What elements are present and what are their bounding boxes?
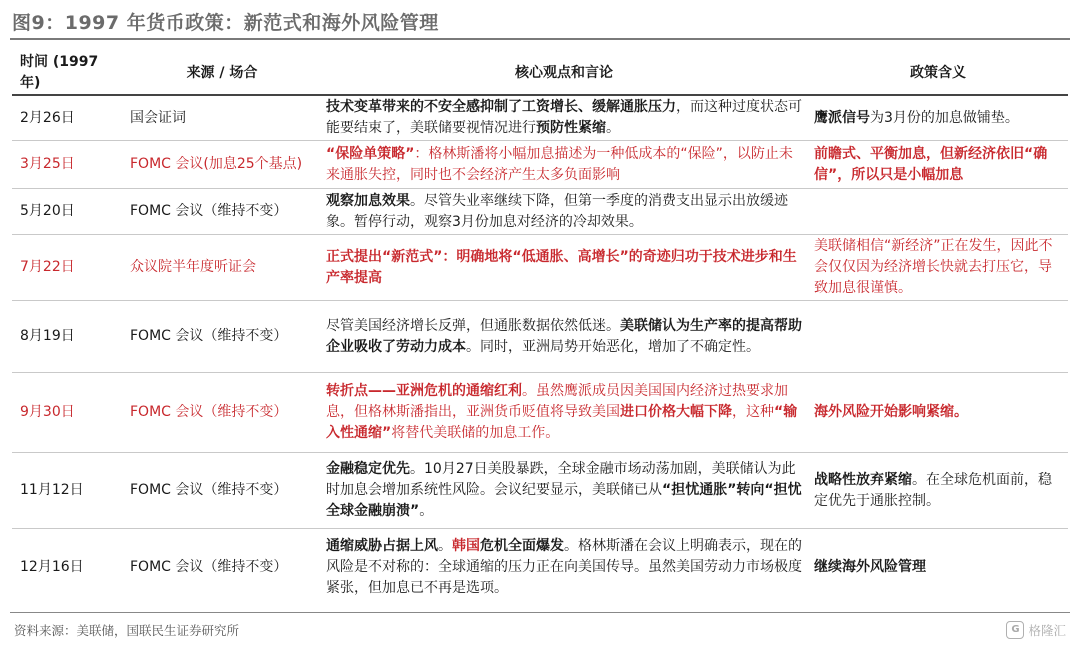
row-date: 9月30日 bbox=[12, 373, 124, 453]
text-segment: 预防性紧缩 bbox=[536, 120, 606, 136]
bottom-divider bbox=[10, 612, 1070, 613]
text-segment: 金融稳定优先 bbox=[326, 461, 410, 477]
table-row bbox=[12, 95, 1068, 141]
row-implication bbox=[808, 141, 1068, 189]
text-segment: 前瞻式、平衡加息，但新经济依旧“确信”，所以只是小幅加息 bbox=[814, 145, 1048, 183]
row-view bbox=[320, 189, 808, 235]
row-view bbox=[320, 373, 808, 453]
source-note: 资料来源：美联储，国联民生证券研究所 bbox=[14, 623, 240, 638]
text-segment: 。 bbox=[438, 538, 452, 555]
text-segment: “保险单策略” bbox=[326, 145, 415, 162]
row-source: 国会证词 bbox=[130, 109, 186, 126]
text-segment: “输入性通缩” bbox=[326, 404, 798, 441]
text-segment: 战略性放弃紧缩 bbox=[814, 471, 912, 488]
row-date: 12月16日 bbox=[12, 529, 124, 607]
header-source: 来源 / 场合 bbox=[124, 52, 320, 95]
row-view bbox=[320, 529, 808, 607]
row-date: 8月19日 bbox=[12, 301, 124, 373]
row-implication bbox=[808, 529, 1068, 607]
text-segment: ：格林斯潘将小幅加息描述为一种低成本的“保险”，以防止未来通胀失控，同时也不会经济产生太多负面影响 bbox=[326, 145, 793, 183]
text-segment: 。格林斯潘在会议上明确表示，现在的风险是不对称的：全球通缩的压力正在向美国传导。虽然美国劳动力市场极度紧张，但加息已不再是选项。 bbox=[326, 538, 802, 597]
table-row bbox=[12, 529, 1068, 607]
row-implication bbox=[808, 373, 1068, 453]
text-segment: 。同时，亚洲局势开始恶化，增加了不确定性。 bbox=[466, 338, 760, 355]
text-segment: 。10月27日美股暴跌，全球金融市场动荡加剧，美联储认为此时加息会增加系统性风险。会议纪要显示，美联储已从 bbox=[326, 461, 796, 498]
text-segment: 海外风险开始影响紧缩。 bbox=[814, 404, 968, 420]
row-view bbox=[320, 301, 808, 373]
row-source: 众议院半年度听证会 bbox=[124, 235, 320, 301]
row-implication bbox=[808, 189, 1068, 235]
row-view bbox=[320, 95, 808, 141]
text-segment: 尽管美国经济增长反弹，但通胀数据依然低迷。 bbox=[326, 317, 620, 334]
watermark-logo-icon: G bbox=[1006, 621, 1024, 639]
table-row bbox=[12, 189, 1068, 235]
text-segment: ，而这种过度状态可能要结束了，美联储要视情况进行 bbox=[326, 99, 802, 136]
row-implication bbox=[808, 453, 1068, 529]
watermark-text: 格隆汇 bbox=[1028, 623, 1066, 638]
text-segment: 。尽管失业率继续下降，但第一季度的消费支出显示出放缓迹象。暂停行动，观察3月份加息对经济的冷却效果。 bbox=[326, 192, 788, 230]
text-segment: 。在全球危机面前，稳定优先于通胀控制。 bbox=[814, 471, 1052, 509]
header-implication: 政策含义 bbox=[808, 52, 1068, 95]
row-source: FOMC 会议（维持不变） bbox=[124, 453, 320, 529]
header-view: 核心观点和言论 bbox=[320, 52, 808, 95]
text-segment: 。 bbox=[606, 120, 620, 136]
figure-title: 图9：1997 年货币政策：新范式和海外风险管理 bbox=[12, 12, 439, 34]
text-segment: 韩国 bbox=[452, 538, 480, 555]
row-implication bbox=[808, 95, 1068, 141]
text-segment: 继续海外风险管理 bbox=[814, 559, 926, 576]
text-segment: 正式提出“新范式”：明确地将“低通胀、高增长”的奇迹归功于技术进步和生产率提高 bbox=[326, 248, 797, 286]
row-source: FOMC 会议（维持不变） bbox=[124, 189, 320, 235]
text-segment: 为3月份的加息做铺垫。 bbox=[870, 109, 1019, 126]
text-segment: 观察加息效果 bbox=[326, 192, 410, 209]
table-header-row bbox=[12, 52, 1068, 95]
title-divider bbox=[10, 38, 1070, 40]
text-segment: 美联储相信“新经济”正在发生，因此不会仅仅因为经济增长快就去打压它，导致加息很谨慎。 bbox=[814, 238, 1053, 296]
row-date: 2月26日 bbox=[20, 109, 75, 126]
text-segment: 将替代美联储的加息工作。 bbox=[391, 425, 560, 441]
text-segment: 转折点——亚洲危机的通缩红利 bbox=[326, 383, 522, 399]
text-segment: 美联储认为生产率的提高帮助企业吸收了劳动力成本 bbox=[326, 317, 802, 355]
text-segment: “担忧通胀”转向“担忧全球金融崩溃” bbox=[326, 482, 802, 519]
row-source: FOMC 会议（维持不变） bbox=[124, 529, 320, 607]
row-view bbox=[320, 141, 808, 189]
table-row bbox=[12, 141, 1068, 189]
header-date: 时间 (1997年) bbox=[12, 52, 124, 95]
row-source: FOMC 会议（维持不变） bbox=[124, 301, 320, 373]
row-source: FOMC 会议（维持不变） bbox=[124, 373, 320, 453]
text-segment: ，这种 bbox=[732, 404, 774, 420]
row-implication bbox=[808, 301, 1068, 373]
table-row bbox=[12, 373, 1068, 453]
text-segment: 通缩威胁占据上风 bbox=[326, 538, 438, 555]
table-row bbox=[12, 301, 1068, 373]
row-view bbox=[320, 235, 808, 301]
text-segment: 进口价格大幅下降 bbox=[620, 404, 732, 420]
policy-table bbox=[12, 52, 1068, 607]
row-view bbox=[320, 453, 808, 529]
row-date: 3月25日 bbox=[12, 141, 124, 189]
row-source: FOMC 会议(加息25个基点) bbox=[124, 141, 320, 189]
row-date: 11月12日 bbox=[12, 453, 124, 529]
text-segment: 。虽然鹰派成员因美国国内经济过热要求加息，但格林斯潘指出，亚洲货币贬值将导致美国 bbox=[326, 383, 788, 420]
text-segment: 鹰派信号 bbox=[814, 109, 870, 126]
table-body bbox=[12, 95, 1068, 607]
text-segment: 。 bbox=[419, 503, 434, 519]
table-row bbox=[12, 453, 1068, 529]
row-date: 7月22日 bbox=[12, 235, 124, 301]
text-segment: 技术变革带来的不安全感抑制了工资增长、缓解通胀压力 bbox=[326, 99, 676, 115]
row-date: 5月20日 bbox=[12, 189, 124, 235]
watermark bbox=[1006, 621, 1066, 639]
table-row bbox=[12, 235, 1068, 301]
text-segment: 危机全面爆发 bbox=[480, 538, 564, 555]
row-implication bbox=[808, 235, 1068, 301]
